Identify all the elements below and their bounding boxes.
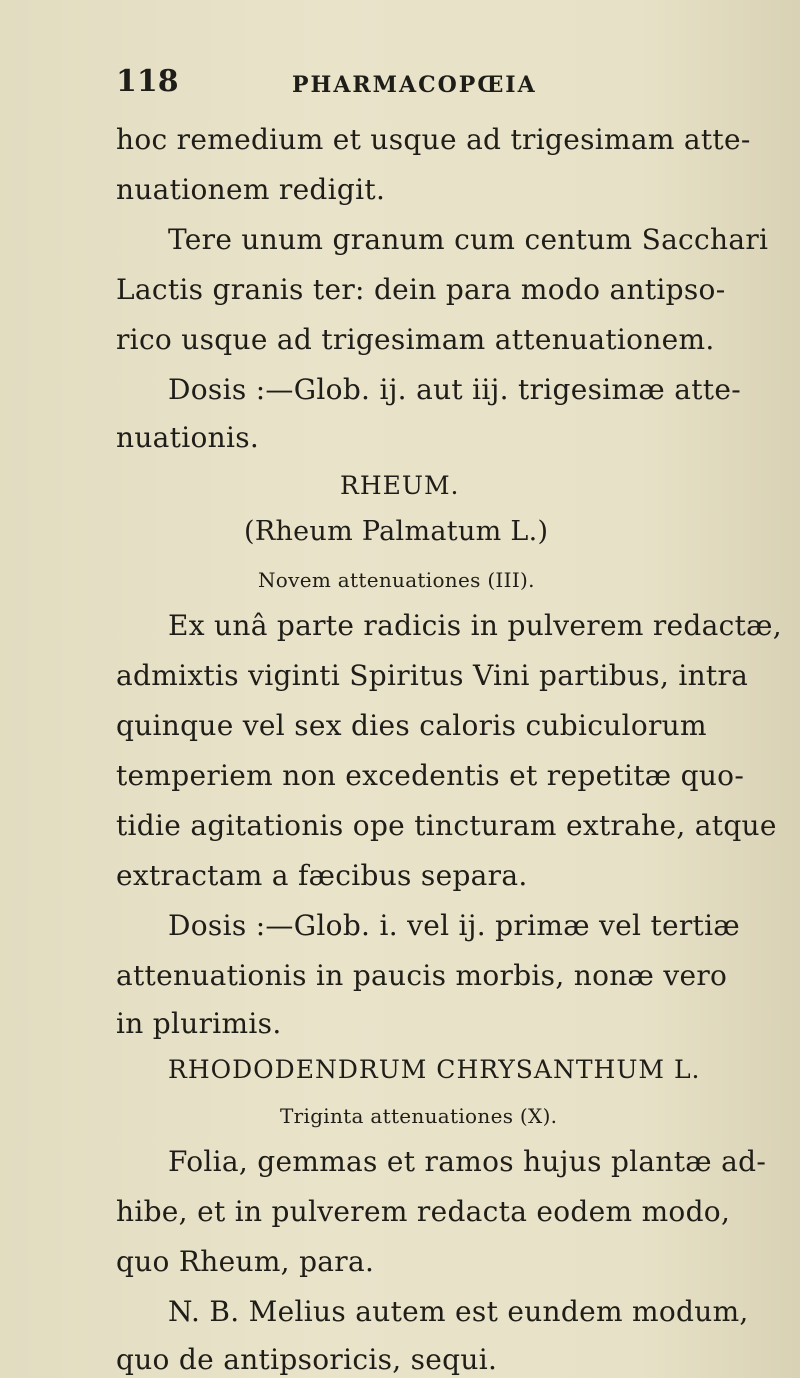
text-line: quinque vel sex dies caloris cubiculorum <box>116 709 707 742</box>
section-subheading: (Rheum Palmatum L.) <box>244 516 549 547</box>
text-line: nuationem redigit. <box>116 173 386 206</box>
text-line: tidie agitationis ope tincturam extrahe, atque <box>116 809 777 842</box>
section-heading: RHODODENDRUM CHRYSANTHUM L. <box>168 1055 701 1084</box>
attenuation-note: Triginta attenuationes (X). <box>280 1104 558 1128</box>
text-line: in plurimis. <box>116 1007 282 1040</box>
text-line: Tere unum granum cum centum Sacchari <box>168 223 769 256</box>
text-line: rico usque ad trigesimam attenuationem. <box>116 323 715 356</box>
text-line: Dosis :—Glob. i. vel ij. primæ vel tertiæ <box>168 909 740 942</box>
page-number: 118 <box>116 64 179 99</box>
text-line: quo de antipsoricis, sequi. <box>116 1343 498 1376</box>
text-line: Folia, gemmas et ramos hujus plantæ ad- <box>168 1145 767 1178</box>
text-line: hibe, et in pulverem redacta eodem modo, <box>116 1195 731 1228</box>
text-line: admixtis viginti Spiritus Vini partibus, intra <box>116 659 749 692</box>
text-line: attenuationis in paucis morbis, nonæ vero <box>116 959 728 992</box>
text-line: hoc remedium et usque ad trigesimam atte- <box>116 123 751 156</box>
text-line: Ex unâ parte radicis in pulverem redactæ, <box>168 609 782 642</box>
text-line: Lactis granis ter: dein para modo antipso- <box>116 273 726 306</box>
text-line: quo Rheum, para. <box>116 1245 375 1278</box>
text-line: temperiem non excedentis et repetitæ quo- <box>116 759 745 792</box>
running-title: PHARMACOPŒIA <box>292 72 537 98</box>
text-line: nuationis. <box>116 421 260 454</box>
attenuation-note: Novem attenuationes (III). <box>258 568 535 592</box>
section-heading: RHEUM. <box>340 471 460 500</box>
text-line: extractam a fæcibus separa. <box>116 859 528 892</box>
text-line: N. B. Melius autem est eundem modum, <box>168 1295 749 1328</box>
text-line: Dosis :—Glob. ij. aut iij. trigesimæ atte- <box>168 373 741 406</box>
